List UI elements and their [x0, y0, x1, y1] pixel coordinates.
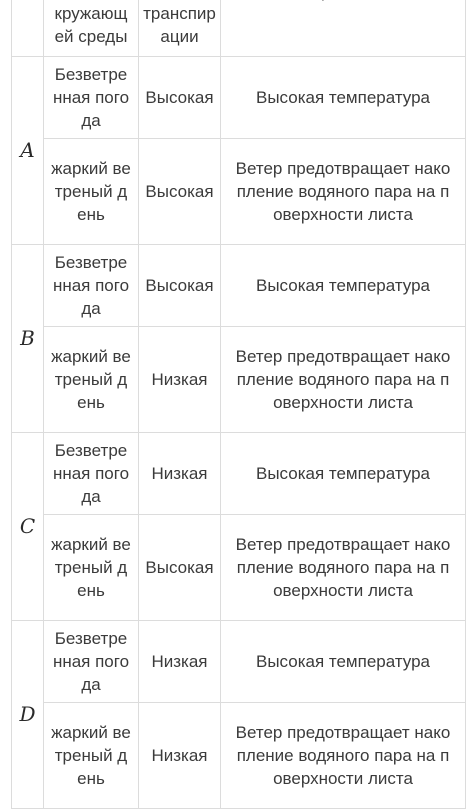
table-row: [12, 139, 466, 245]
header-condition-cell: [44, 0, 139, 57]
header-letter-cell: [12, 0, 44, 57]
header-transpiration-cell: [139, 0, 221, 57]
reason-cell: Ветер предотвращает накопление водяного пара на поверхности листа: [221, 139, 466, 245]
table-row: [12, 433, 466, 515]
option-letter: D: [12, 621, 44, 809]
transpiration-cell: Высокая: [139, 515, 221, 621]
transpiration-cell: Низкая: [139, 433, 221, 515]
reason-cell: Высокая температура: [221, 245, 466, 327]
table-row: [12, 57, 466, 139]
option-letter: A: [12, 57, 44, 245]
transpiration-cell: Низкая: [139, 703, 221, 809]
table-row: [12, 515, 466, 621]
header-condition: кружающей среды: [54, 4, 128, 46]
condition-cell: Безветренная погода: [44, 57, 139, 139]
condition-cell: жаркий ветреный день: [44, 327, 139, 433]
answer-table: [11, 0, 466, 809]
condition-cell: Безветренная погода: [44, 433, 139, 515]
reason-cell: Ветер предотвращает накопление водяного пара на поверхности листа: [221, 515, 466, 621]
header-transpiration: транспирации: [143, 4, 216, 46]
transpiration-cell: Низкая: [139, 621, 221, 703]
option-letter: B: [12, 245, 44, 433]
option-letter: C: [12, 433, 44, 621]
condition-cell: жаркий ветреный день: [44, 703, 139, 809]
transpiration-cell: Низкая: [139, 327, 221, 433]
reason-cell: Ветер предотвращает накопление водяного пара на поверхности листа: [221, 703, 466, 809]
table-row: [12, 245, 466, 327]
table-row: [12, 703, 466, 809]
table-row: [12, 621, 466, 703]
transpiration-cell: Высокая: [139, 139, 221, 245]
transpiration-cell: Высокая: [139, 57, 221, 139]
reason-cell: Высокая температура: [221, 621, 466, 703]
reason-cell: Высокая температура: [221, 433, 466, 515]
condition-cell: жаркий ветреный день: [44, 139, 139, 245]
reason-cell: Ветер предотвращает накопление водяного пара на поверхности листа: [221, 327, 466, 433]
condition-cell: жаркий ветреный день: [44, 515, 139, 621]
condition-cell: Безветренная погода: [44, 621, 139, 703]
condition-cell: Безветренная погода: [44, 245, 139, 327]
header-reason: [221, 0, 465, 47]
header-reason-cell: [221, 0, 466, 57]
header-row: [12, 0, 466, 57]
table-row: [12, 327, 466, 433]
reason-cell: Высокая температура: [221, 57, 466, 139]
transpiration-cell: Высокая: [139, 245, 221, 327]
